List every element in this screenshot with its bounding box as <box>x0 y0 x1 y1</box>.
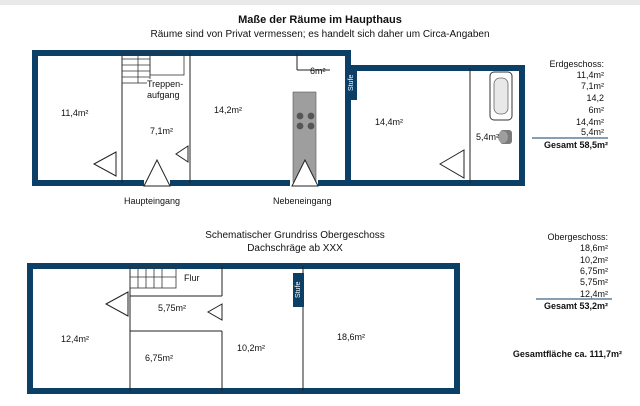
main-entrance-icon <box>144 160 170 186</box>
upper-summary-value: 6,75m² <box>579 266 608 276</box>
room-area-label: 14,4m² <box>375 117 404 127</box>
ground-summary-value: 14,2 <box>586 93 604 103</box>
ground-floor-plan <box>35 53 522 187</box>
room-area-label: 7,1m² <box>150 126 174 136</box>
room-area-label: 10,2m² <box>237 343 266 353</box>
door-swing-icon <box>176 146 188 162</box>
room-area-label: 11,4m² <box>61 108 89 118</box>
door-swing-icon <box>208 304 222 320</box>
upper-summary-value: 18,6m² <box>579 243 608 253</box>
room-area-label: 6m² <box>310 66 326 76</box>
room-area-label: 5,4m² <box>476 132 500 142</box>
ground-summary-total: Gesamt 58,5m² <box>543 140 608 150</box>
ground-summary-heading: Erdgeschoss: <box>549 59 604 69</box>
ground-summary-value: 11,4m² <box>576 70 604 80</box>
upper-staircase <box>130 266 176 288</box>
room-area-label: 5,75m² <box>158 303 187 313</box>
door-swing-icon <box>94 152 116 176</box>
upper-plan-subtitle: Dachschräge ab XXX <box>247 243 343 254</box>
hallway-label: Flur <box>184 273 200 283</box>
upper-summary-heading: Obergeschoss: <box>547 232 608 242</box>
upper-floor-plan <box>30 266 457 391</box>
room-area-label: 6,75m² <box>145 353 174 363</box>
side-entrance-label: Nebeneingang <box>273 196 332 206</box>
upper-summary-value: 5,75m² <box>579 277 608 287</box>
door-swing-icon <box>106 292 128 316</box>
ground-step-label: Stufe <box>346 66 357 100</box>
staircase-label: Treppen- aufgang <box>147 79 184 100</box>
main-entrance-label: Haupteingang <box>124 196 181 206</box>
upper-outline <box>30 266 457 391</box>
ground-summary-value: 6m² <box>588 105 604 115</box>
page-subtitle: Räume sind von Privat vermessen; es handelt sich daher um Circa-Angaben <box>150 29 490 40</box>
room-area-label: 14,2m² <box>214 105 243 115</box>
upper-summary-value: 12,4m² <box>579 289 608 299</box>
room-area-label: 12,4m² <box>61 334 90 344</box>
overall-total: Gesamtfläche ca. 111,7m² <box>512 349 622 359</box>
upper-step-label: Stufe <box>293 273 304 307</box>
upper-summary-total: Gesamt 53,2m² <box>543 301 608 311</box>
ground-summary-value: 7,1m² <box>580 81 604 91</box>
upper-summary-value: 10,2m² <box>579 255 608 265</box>
upper-plan-title: Schematischer Grundriss Obergeschoss <box>205 230 385 241</box>
page-title: Maße der Räume im Haupthaus <box>238 14 402 26</box>
ground-summary-value: 5,4m² <box>580 127 604 137</box>
room-area-label: 18,6m² <box>337 332 366 342</box>
ground-summary-value: 14,4m² <box>575 117 604 127</box>
door-swing-icon <box>440 150 464 178</box>
